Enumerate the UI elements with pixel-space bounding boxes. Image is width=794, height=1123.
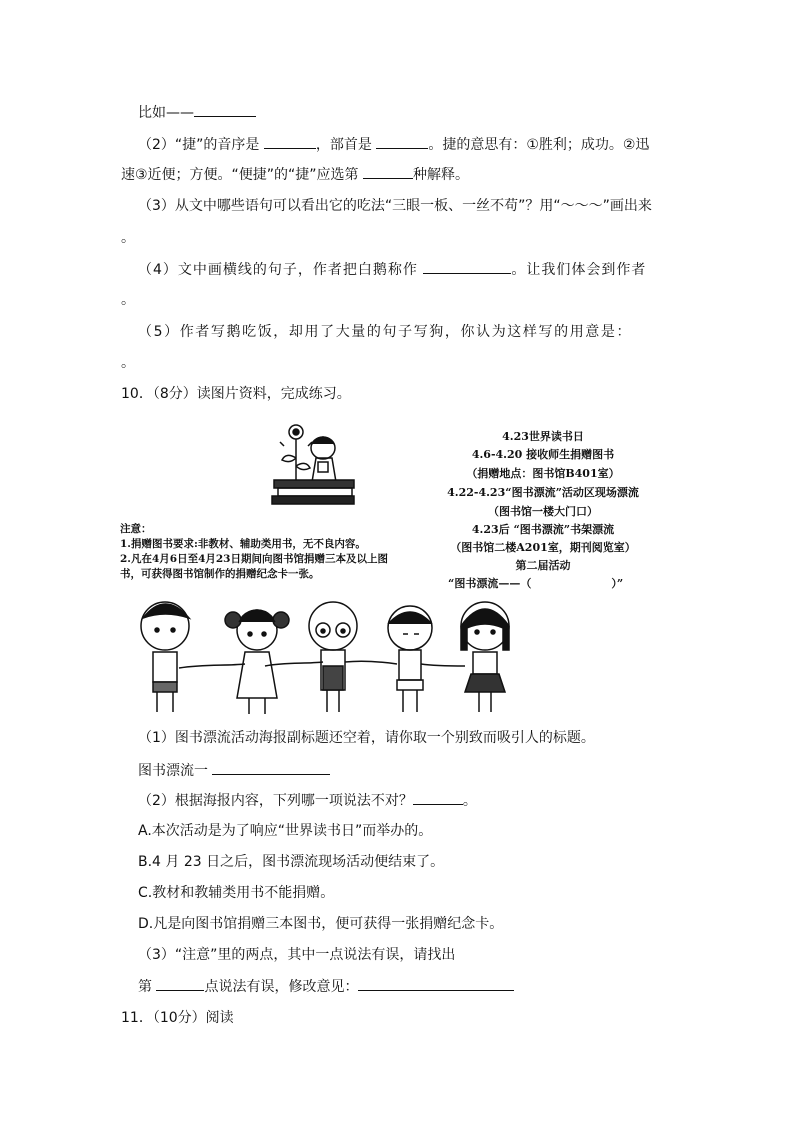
q9-part2-line1: （2）“捷”的音序是 ，部首是 。捷的意思有：①胜利；成功。②迅 [138,134,649,155]
example-line [138,102,256,123]
poster-line: 4.22-4.23“图书漂流”活动区现场漂流 [447,486,639,499]
subquestion-2: （2）根据海报内容，下列哪一项说法不对？ 。 [138,790,477,811]
answer-blank[interactable] [376,134,428,149]
answer-blank[interactable] [156,976,204,991]
answer-blank[interactable] [413,790,463,805]
answer-blank[interactable] [264,134,316,149]
q9-part3: （3）从文中哪些语句可以看出它的吃法“三眼一板、一丝不苟”？用“～～～”画出来 [138,198,652,214]
answer-blank[interactable] [212,760,330,775]
note-item-2-cont: 书，可获得图书馆制作的捐赠纪念卡一张。 [120,568,320,580]
poster-subtitle-blank: “图书漂流——（ ）” [448,577,624,590]
option-b: B.4 月 23 日之后，图书漂流现场活动便结束了。 [138,854,445,870]
option-c: C.教材和教辅类用书不能捐赠。 [138,885,335,901]
question-10-heading: 10．（8分）读图片资料，完成练习。 [121,386,351,402]
poster-title: 4.23世界读书日 [502,430,584,443]
option-d: D.凡是向图书馆捐赠三本图书，便可获得一张捐赠纪念卡。 [138,916,504,932]
q9-part5: （5）作者写鹅吃饭，却用了大量的句子写狗，你认为这样写的用意是： [138,324,633,340]
q9-part4: （4）文中画横线的句子，作者把白鹅称作 。让我们体会到作者 [138,259,646,280]
subquestion-1-answer: 图书漂流一 [138,760,330,781]
poster-line: 4.6-4.20 接收师生捐赠图书 [471,448,615,461]
answer-blank[interactable] [194,102,256,117]
subquestion-1: （1）图书漂流活动海报副标题还空着，请你取一个别致而吸引人的标题。 [138,730,595,746]
girl-reading-illustration [268,418,358,506]
q9-part2-line2: 速③近便；方便。“便捷”的“捷”应选第 种解释。 [121,164,469,185]
children-holding-hands-illustration [135,596,530,720]
option-a: A.本次活动是为了响应“世界读书日”而举办的。 [138,823,433,839]
period: 。 [121,355,135,371]
answer-blank[interactable] [363,164,413,179]
poster-line: （图书馆二楼A201室，期刊阅览室） [450,541,636,554]
note-item-1: 1.捐赠图书要求:非教材、辅助类用书，无不良内容。 [120,538,366,550]
subquestion-3-answer: 第 点说法有误，修改意见： [138,976,514,997]
poster-line: （捐赠地点：图书馆B401室） [466,467,620,480]
period: 。 [121,230,135,246]
poster-line: 4.23后 “图书漂流”书架漂流 [471,523,615,536]
note-item-2: 2.凡在4月6日至4月23日期间向图书馆捐赠三本及以上图 [120,553,388,565]
poster-line: （图书馆一楼大门口） [488,505,598,518]
answer-blank[interactable] [423,259,511,274]
subquestion-3: （3）“注意”里的两点，其中一点说法有误，请找出 [138,947,456,963]
period: 。 [121,292,135,308]
poster-line: 第二届活动 [515,559,571,572]
note-title: 注意： [120,523,152,535]
answer-blank[interactable] [358,976,514,991]
example-prefix: 比如—— [138,105,194,121]
question-11-heading: 11．（10分）阅读 [121,1010,234,1026]
